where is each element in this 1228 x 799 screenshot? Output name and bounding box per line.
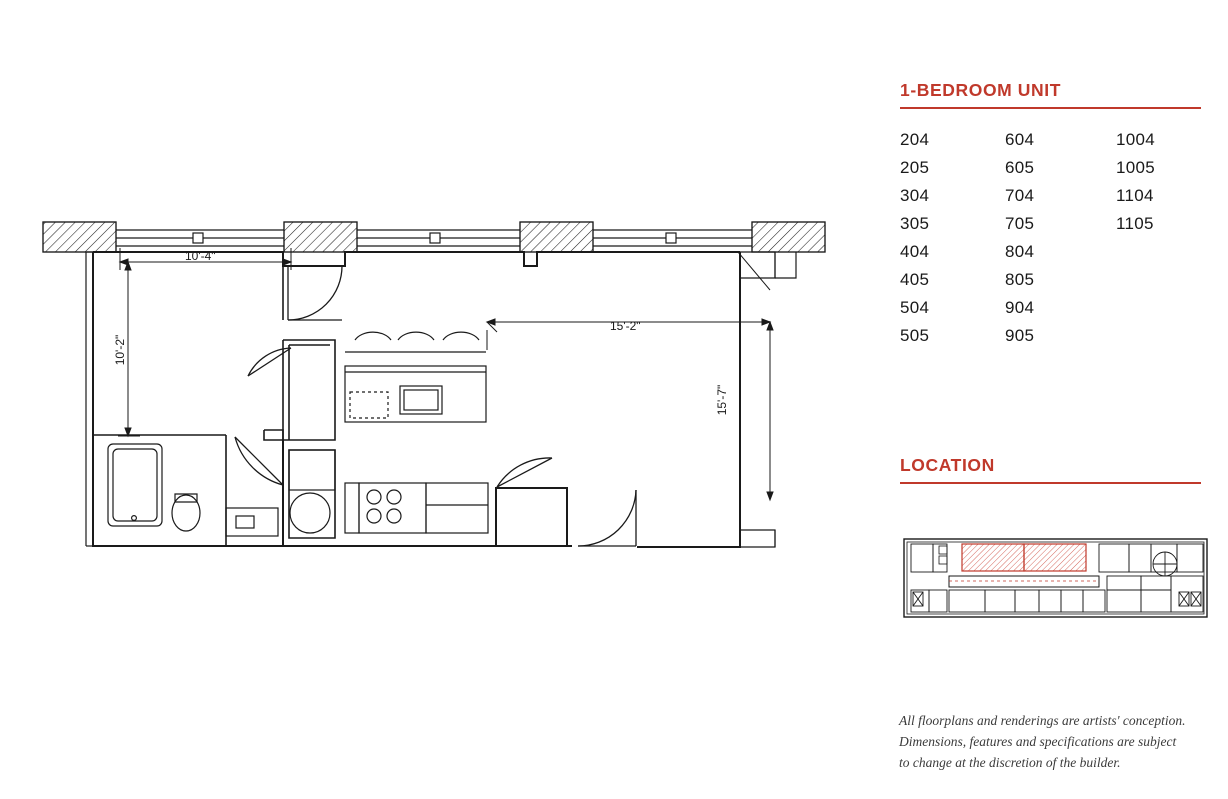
unit-number: 904 (1005, 298, 1035, 317)
unit-number (1116, 327, 1210, 345)
unit-number: 204 (900, 130, 930, 149)
interior-walls (93, 266, 335, 546)
exterior-walls (43, 222, 825, 547)
disclaimer-line-3: to change at the discretion of the builder. (899, 755, 1121, 770)
dimension-lines (118, 248, 778, 500)
bathroom-fixtures (108, 444, 278, 536)
unit-number: 405 (900, 270, 930, 289)
unit-number: 505 (900, 326, 930, 345)
unit-number-grid (900, 131, 1210, 345)
unit-number: 804 (1005, 242, 1035, 261)
location-section (900, 455, 1210, 506)
kitchen-fixtures (345, 332, 488, 533)
dim-left-vertical: 10'-2" (113, 334, 127, 366)
unit-number: 705 (1005, 214, 1035, 233)
door-swings (235, 266, 636, 546)
unit-number: 304 (900, 186, 930, 205)
unit-outline (93, 252, 740, 547)
unit-number (1116, 271, 1210, 289)
unit-number (1116, 243, 1210, 261)
window-wall (116, 230, 752, 246)
title-divider (900, 107, 1201, 109)
disclaimer-line-1: All floorplans and renderings are artists' conception. (899, 713, 1186, 728)
location-divider (900, 482, 1201, 484)
unit-number: 205 (900, 158, 930, 177)
unit-number: 404 (900, 242, 930, 261)
unit-number: 805 (1005, 270, 1035, 289)
dim-right-vertical: 15'-7" (715, 384, 729, 416)
disclaimer-text (899, 710, 1199, 773)
appliance-washer (289, 450, 335, 533)
unit-number: 905 (1005, 326, 1035, 345)
location-title: LOCATION (900, 455, 995, 475)
disclaimer-line-2: Dimensions, features and specifications are subject (899, 734, 1177, 749)
unit-number: 1005 (1116, 158, 1156, 177)
unit-info-panel (900, 80, 1210, 345)
unit-number: 504 (900, 298, 930, 317)
unit-number: 1104 (1116, 186, 1154, 205)
unit-number: 605 (1005, 158, 1035, 177)
key-plan-diagram (903, 534, 1208, 622)
page-title: 1-BEDROOM UNIT (900, 80, 1062, 100)
dim-top-left: 10'-4" (185, 249, 216, 263)
unit-number: 1004 (1116, 130, 1156, 149)
unit-number: 1105 (1116, 214, 1154, 233)
dim-top-right: 15'-2" (610, 319, 641, 333)
unit-number (1116, 299, 1210, 317)
unit-number: 704 (1005, 186, 1035, 205)
unit-number: 604 (1005, 130, 1035, 149)
unit-number: 305 (900, 214, 930, 233)
